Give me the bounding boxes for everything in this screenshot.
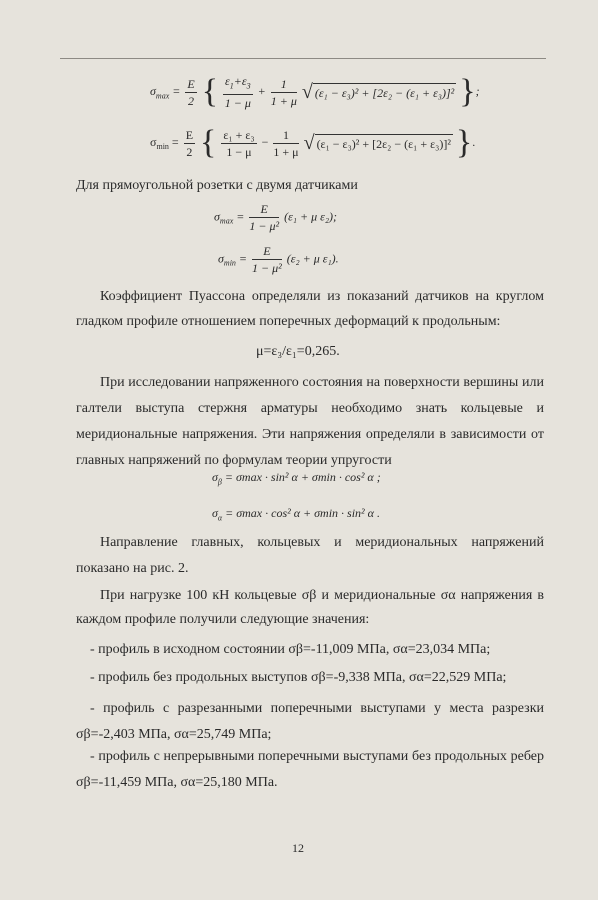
poisson-paragraph: Коэффициент Пуассона определяли из показаний датчиков на круглом гладком профиле отношением поперечных деформаций к продольным:	[76, 289, 544, 329]
result-item-cut-transverse: - профиль с разрезанными поперечными выступами у места разрезки σβ=-2,403 МПа, σα=25,749 МПа;	[76, 701, 544, 742]
formula-sigma-alpha: $\sigma_\alpha = \sigma\max \cdot \cos^2$ α + σmin · sin² α .	[212, 506, 380, 523]
result-item-continuous-transverse: - профиль с непрерывными поперечными выступами без продольных ребер σβ=-11,459 МПа, σα=25,180 МПа.	[76, 749, 544, 790]
paragraph-stresses: При исследовании напряженного состояния на поверхности вершины или галтели выступа стержня арматуры необходимо знать кольцевые и меридиональные напряжения. Эти напряжения определяли в зависимости от главных напряжений по формулам теории упругости	[76, 375, 544, 468]
formula-sigma-max-two-gauge: $\sigma_{max}$ = $\frac{E}{\text{1 − μ²}}$ (ε₁ + μ ε₂);	[214, 202, 337, 233]
header-rule	[60, 58, 546, 59]
rosette-caption: Для прямоугольной розетки с двумя датчиками	[76, 178, 358, 193]
paragraph-directions: Направление главных, кольцевых и меридиональных напряжений показано на рис. 2.	[76, 535, 544, 576]
page-number: 12	[292, 841, 304, 855]
formula-sigma-min-three-gauge: $\sigma_{min}$ = $\frac{E}{2}$ { $\frac{\text{ε₁ + ε₃}}{1 - \mu}$ − $\frac{1}{1 + \mu}$ √ (ε₁ − ε₃)² + [2ε₂ − (ε₁ + ε₃)]² }.	[150, 124, 476, 161]
formula-sigma-max-three-gauge: $\sigma_{max}$ = $\frac{E}{2}$ { $\frac{\varepsilon_1+\varepsilon_3}{1 - \mu}$ + $\frac{1}{1 + \mu}$ √ (ε₁ − ε₃)² + [2ε₂ − (ε₁ + ε₃)]² };	[150, 73, 480, 111]
result-item-original: - профиль в исходном состоянии σβ=-11,009 МПа, σα=23,034 МПа;	[90, 642, 491, 657]
formula-sigma-beta: $\sigma_\beta = \sigma\max \cdot \sin^2$ α + σmin · cos² α ;	[212, 470, 381, 487]
paragraph-results-intro: При нагрузке 100 кН кольцевые σβ и меридиональные σα напряжения в каждом профиле получили следующие значения:	[76, 588, 544, 627]
formula-poisson-ratio: μ=ε₃/ε₁=0,265.	[256, 344, 340, 359]
formula-sigma-min-two-gauge: $\sigma_{min}$ = $\frac{E}{\text{1 − μ²}}$ (ε₂ + μ ε₁).	[218, 244, 339, 275]
result-item-no-longitudinal: - профиль без продольных выступов σβ=-9,338 МПа, σα=22,529 МПа;	[90, 670, 507, 685]
